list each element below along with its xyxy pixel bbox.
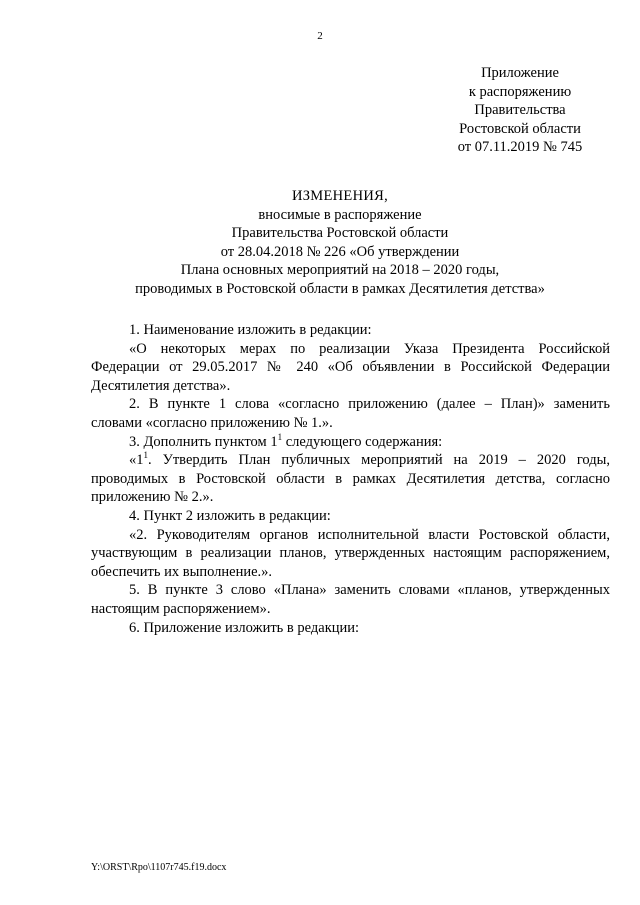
file-path-footer: Y:\ORST\Rpo\1107r745.f19.docx bbox=[91, 862, 227, 873]
heading-line: проводимых в Ростовской области в рамках Десятилетия детства» bbox=[135, 280, 545, 297]
heading-line: Плана основных мероприятий на 2018 – 2020 годы, bbox=[180, 262, 500, 279]
paragraph: «2. Руководителям органов исполнительной власти Ростовской области, участвующим в реализации планов, утвержденных настоящим распоряжением, обеспечить их выполнение.». bbox=[91, 526, 610, 580]
page-number: 2 bbox=[317, 30, 323, 42]
paragraph: 6. Приложение изложить в редакции: bbox=[129, 619, 360, 636]
paragraph-text: следующего содержания: bbox=[282, 433, 443, 450]
paragraph-text: . Утвердить План публичных мероприятий на 2019 – 2020 годы, проводимых в Ростовской области в рамках Десятилетия детства, согласно приложению № 2.». bbox=[91, 452, 610, 506]
appendix-line: Ростовской области bbox=[459, 120, 581, 137]
heading-line: вносимые в распоряжение bbox=[258, 206, 422, 223]
heading-line: от 28.04.2018 № 226 «Об утверждении bbox=[220, 243, 460, 260]
appendix-line: от 07.11.2019 № 745 bbox=[457, 139, 583, 156]
appendix-line: Правительства bbox=[474, 102, 566, 119]
document-body bbox=[91, 321, 610, 637]
paragraph: 2. В пункте 1 слова «согласно приложению (далее – План)» заменить словами «согласно приложению № 1.». bbox=[91, 396, 610, 431]
paragraph: «О некоторых мерах по реализации Указа Президента Российской Федерации от 29.05.2017 № 240 «Об объявлении в Российской Федерации Десятилетия детства». bbox=[91, 340, 610, 394]
paragraph-text: «1 bbox=[129, 452, 144, 469]
paragraph-text: 3. Дополнить пунктом 1 bbox=[129, 433, 278, 450]
superscript: 1 bbox=[277, 431, 283, 442]
paragraph bbox=[91, 451, 610, 507]
heading-line: Правительства Ростовской области bbox=[231, 225, 449, 242]
paragraph bbox=[91, 433, 610, 452]
paragraph: 4. Пункт 2 изложить в редакции: bbox=[129, 507, 331, 524]
appendix-line: к распоряжению bbox=[468, 83, 572, 100]
superscript: 1 bbox=[143, 450, 148, 461]
appendix-block bbox=[438, 64, 602, 157]
paragraph: 1. Наименование изложить в редакции: bbox=[129, 322, 372, 338]
appendix-line: Приложение bbox=[481, 65, 559, 81]
paragraph: 5. В пункте 3 слово «Плана» заменить словами «планов, утвержденных настоящим распоряжением». bbox=[91, 582, 610, 617]
document-title: ИЗМЕНЕНИЯ, bbox=[291, 188, 389, 204]
document-heading bbox=[70, 187, 610, 299]
